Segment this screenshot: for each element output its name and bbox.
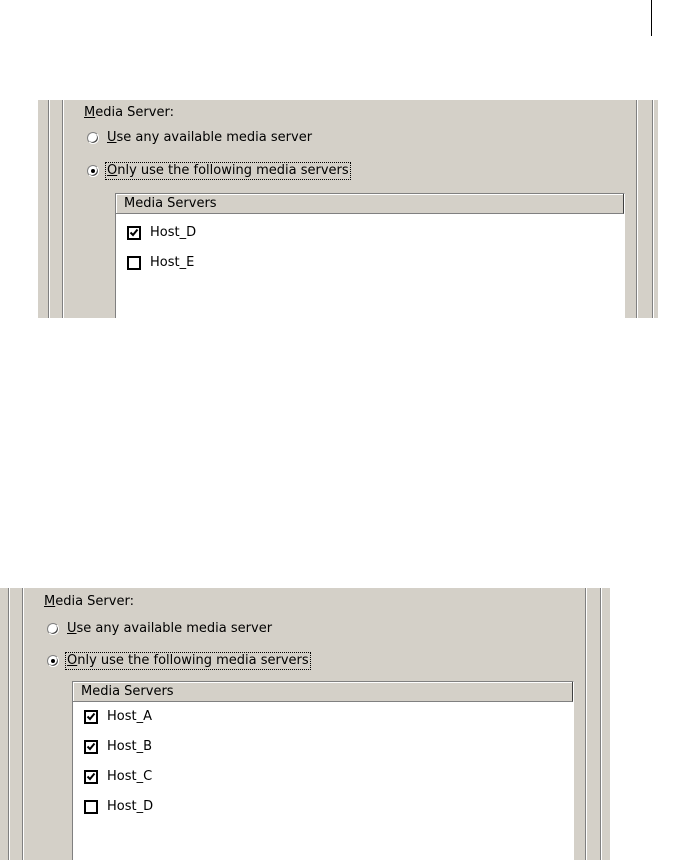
frame-line: [601, 588, 602, 860]
list-item-label: Host_D: [150, 225, 197, 240]
radio-button-selected[interactable]: [87, 165, 99, 177]
radio-label: Only use the following media servers: [67, 653, 309, 668]
check-icon: [86, 772, 96, 782]
frame-line: [637, 100, 638, 318]
check-icon: [86, 742, 96, 752]
media-server-group-label: Media Server:: [44, 594, 134, 609]
list-item-label: Host_B: [107, 739, 153, 754]
list-item-label: Host_E: [150, 255, 195, 270]
checkbox-checked[interactable]: [84, 740, 98, 754]
list-item-label: Host_D: [107, 799, 154, 814]
list-item[interactable]: [116, 248, 624, 278]
frame-line: [9, 588, 10, 860]
page-margin-rule: [651, 0, 652, 36]
frame-line: [23, 588, 24, 860]
media-server-group-label: Media Server:: [84, 105, 174, 120]
list-item-label: Host_A: [107, 709, 152, 724]
frame-line: [49, 100, 50, 318]
list-item[interactable]: [73, 792, 573, 822]
frame-line: [586, 588, 587, 860]
media-servers-list[interactable]: [115, 193, 625, 318]
frame-line: [63, 100, 64, 318]
media-servers-list[interactable]: [72, 681, 574, 860]
radio-label: Only use the following media servers: [107, 163, 349, 178]
radio-button-unselected[interactable]: [87, 132, 99, 144]
check-icon: [86, 712, 96, 722]
list-item[interactable]: [73, 702, 573, 732]
media-server-panel-top: [38, 100, 658, 318]
list-item[interactable]: [73, 732, 573, 762]
list-item-label: Host_C: [107, 769, 153, 784]
frame-line: [653, 100, 654, 318]
list-column-header[interactable]: Media Servers: [73, 682, 573, 702]
checkbox-unchecked[interactable]: [84, 800, 98, 814]
checkbox-checked[interactable]: [84, 710, 98, 724]
list-item[interactable]: [73, 762, 573, 792]
checkbox-checked[interactable]: [84, 770, 98, 784]
radio-label: Use any available media server: [107, 130, 313, 145]
media-server-panel-bottom: [0, 588, 610, 860]
radio-button-unselected[interactable]: [47, 623, 59, 635]
checkbox-checked[interactable]: [127, 226, 141, 240]
check-icon: [129, 228, 139, 238]
list-column-header[interactable]: Media Servers: [116, 194, 624, 214]
checkbox-unchecked[interactable]: [127, 256, 141, 270]
radio-button-selected[interactable]: [47, 655, 59, 667]
list-item[interactable]: [116, 218, 624, 248]
radio-label: Use any available media server: [67, 621, 273, 636]
